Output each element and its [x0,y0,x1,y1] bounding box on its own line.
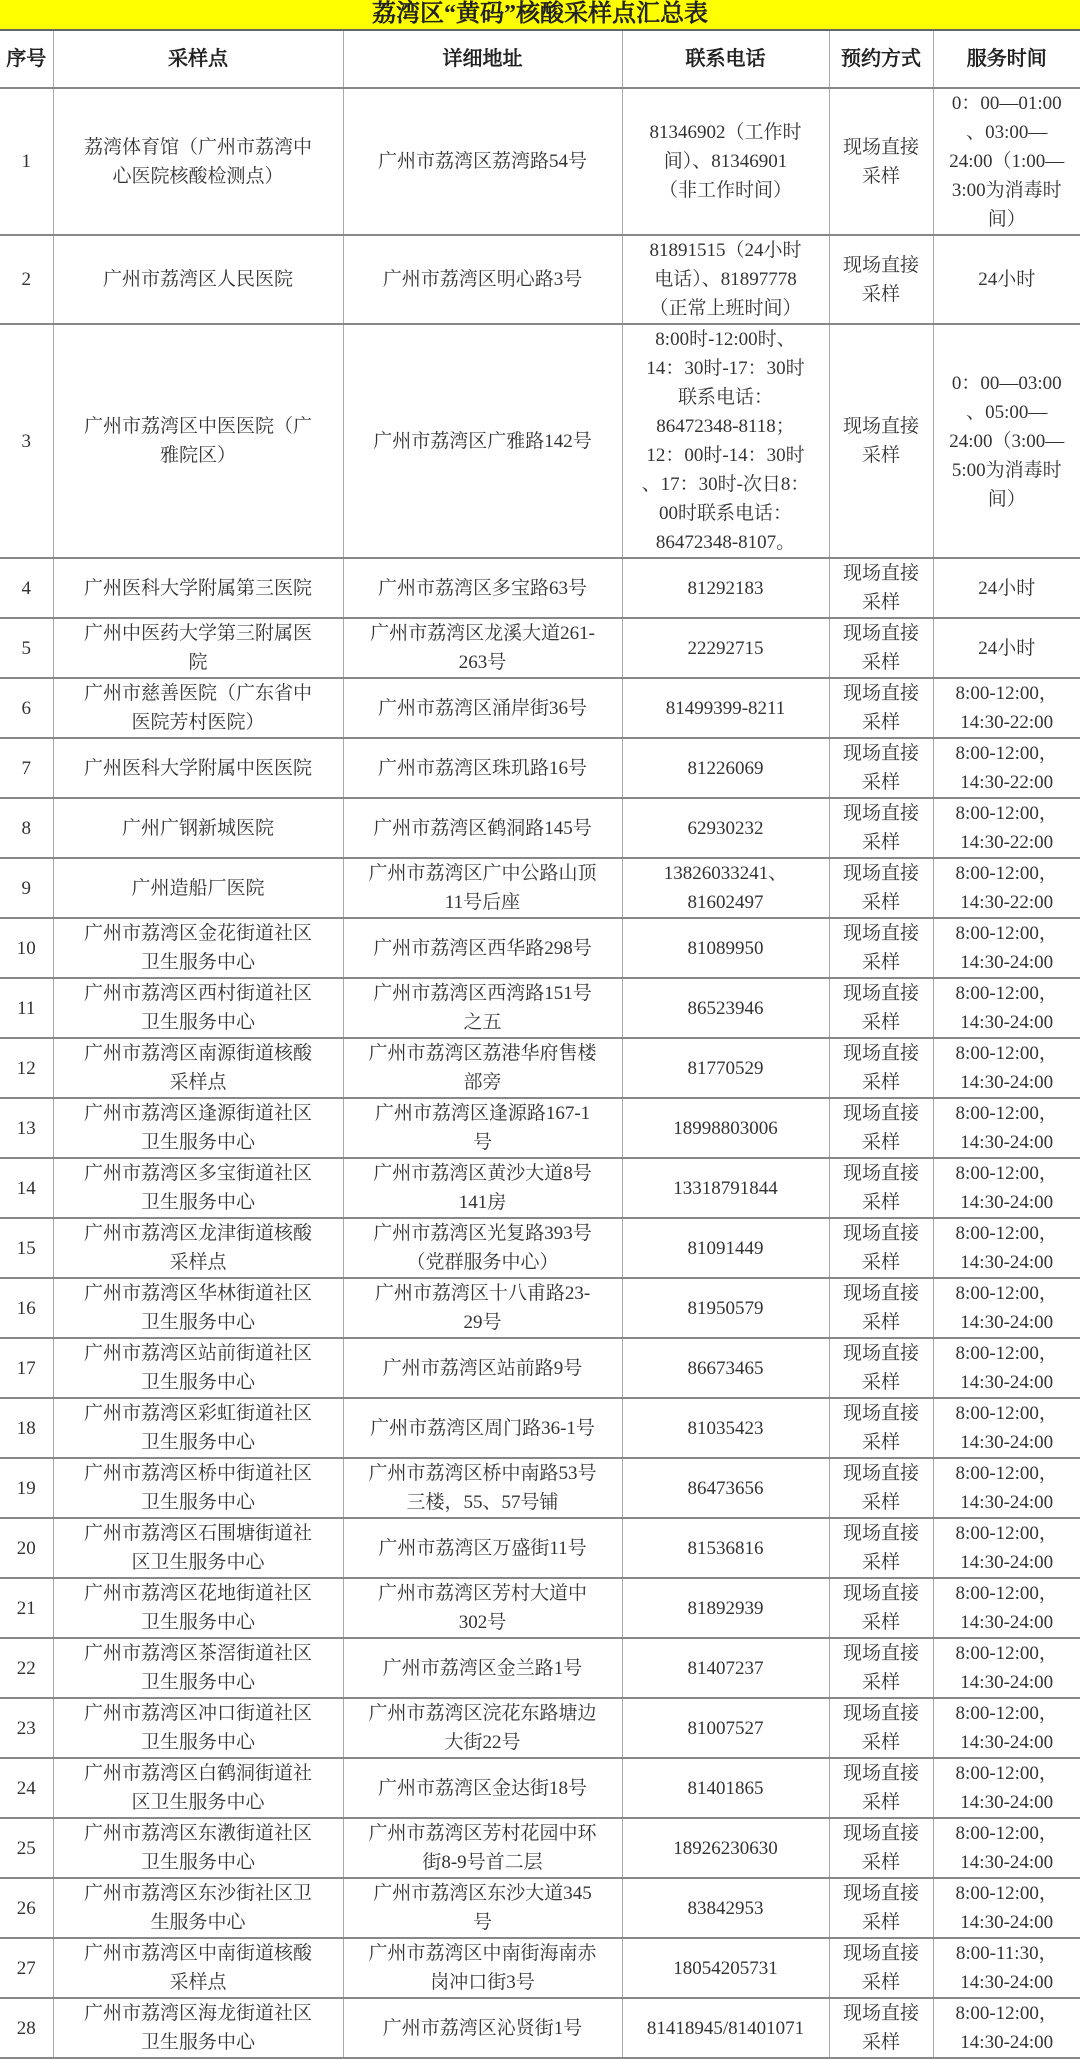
cell-address: 广州市荔湾区金兰路1号 [343,1638,622,1698]
cell-method: 现场直接 采样 [829,1218,933,1278]
cell-hours: 0：00—03:00 、05:00— 24:00（3:00— 5:00为消毒时 间） [933,324,1080,558]
cell-site: 广州市荔湾区南源街道核酸 采样点 [53,1038,343,1098]
cell-site: 广州市荔湾区彩虹街道社区 卫生服务中心 [53,1398,343,1458]
table-row [0,738,1080,798]
cell-hours: 8:00-12:00， 14:30-24:00 [933,1518,1080,1578]
cell-site: 广州市荔湾区多宝街道社区 卫生服务中心 [53,1158,343,1218]
cell-address: 广州市荔湾区东沙大道345 号 [343,1878,622,1938]
cell-method: 现场直接 采样 [829,978,933,1038]
cell-no: 18 [0,1398,53,1458]
cell-phone: 81089950 [622,918,829,978]
table-row [0,1098,1080,1158]
cell-no: 1 [0,88,53,235]
cell-site: 广州市荔湾区人民医院 [53,235,343,324]
cell-no: 27 [0,1938,53,1998]
cell-hours: 8:00-12:00， 14:30-22:00 [933,798,1080,858]
cell-address: 广州市荔湾区浣花东路塘边 大街22号 [343,1698,622,1758]
cell-no: 23 [0,1698,53,1758]
cell-hours: 8:00-12:00， 14:30-24:00 [933,1818,1080,1878]
table-row [0,858,1080,918]
table-row [0,978,1080,1038]
cell-no: 9 [0,858,53,918]
cell-phone: 18054205731 [622,1938,829,1998]
cell-hours: 8:00-11:30， 14:30-24:00 [933,1938,1080,1998]
cell-phone: 81536816 [622,1518,829,1578]
cell-phone: 81770529 [622,1038,829,1098]
table-row [0,1938,1080,1998]
cell-site: 广州造船厂医院 [53,858,343,918]
table-row [0,1998,1080,2058]
cell-address: 广州市荔湾区芳村花园中环 街8-9号首二层 [343,1818,622,1878]
cell-hours: 8:00-12:00， 14:30-24:00 [933,1758,1080,1818]
cell-address: 广州市荔湾区中南街海南赤 岗冲口街3号 [343,1938,622,1998]
cell-method: 现场直接 采样 [829,1338,933,1398]
cell-phone: 13318791844 [622,1158,829,1218]
cell-site: 广州市荔湾区金花街道社区 卫生服务中心 [53,918,343,978]
col-header-site: 采样点 [53,31,343,88]
cell-method: 现场直接 采样 [829,1518,933,1578]
col-header-address: 详细地址 [343,31,622,88]
cell-address: 广州市荔湾区站前路9号 [343,1338,622,1398]
cell-no: 7 [0,738,53,798]
table-row [0,1398,1080,1458]
table-row [0,678,1080,738]
cell-phone: 86523946 [622,978,829,1038]
cell-site: 广州市荔湾区龙津街道核酸 采样点 [53,1218,343,1278]
cell-phone: 81035423 [622,1398,829,1458]
table-row [0,1038,1080,1098]
table-row [0,1578,1080,1638]
table-title: 荔湾区“黄码”核酸采样点汇总表 [0,0,1080,31]
cell-site: 广州市荔湾区石围塘街道社 区卫生服务中心 [53,1518,343,1578]
cell-method: 现场直接 采样 [829,918,933,978]
table-row [0,1878,1080,1938]
cell-address: 广州市荔湾区金达街18号 [343,1758,622,1818]
cell-address: 广州市荔湾区鹤洞路145号 [343,798,622,858]
cell-no: 19 [0,1458,53,1518]
cell-no: 4 [0,558,53,618]
cell-no: 6 [0,678,53,738]
cell-phone: 81407237 [622,1638,829,1698]
cell-method: 现场直接 采样 [829,558,933,618]
cell-site: 广州医科大学附属中医医院 [53,738,343,798]
cell-no: 22 [0,1638,53,1698]
cell-phone: 22292715 [622,618,829,678]
cell-address: 广州市荔湾区芳村大道中 302号 [343,1578,622,1638]
cell-no: 3 [0,324,53,558]
cell-site: 广州市荔湾区西村街道社区 卫生服务中心 [53,978,343,1038]
cell-method: 现场直接 采样 [829,1098,933,1158]
cell-method: 现场直接 采样 [829,1758,933,1818]
cell-site: 广州市荔湾区华林街道社区 卫生服务中心 [53,1278,343,1338]
cell-hours: 24小时 [933,558,1080,618]
cell-site: 广州市荔湾区冲口街道社区 卫生服务中心 [53,1698,343,1758]
cell-hours: 8:00-12:00， 14:30-24:00 [933,1158,1080,1218]
table-row [0,1818,1080,1878]
cell-no: 26 [0,1878,53,1938]
cell-phone: 62930232 [622,798,829,858]
cell-hours: 8:00-12:00， 14:30-22:00 [933,738,1080,798]
cell-no: 28 [0,1998,53,2058]
table-row [0,1338,1080,1398]
col-header-no: 序号 [0,31,53,88]
cell-site: 广州市荔湾区花地街道社区 卫生服务中心 [53,1578,343,1638]
cell-address: 广州市荔湾区光复路393号 （党群服务中心） [343,1218,622,1278]
cell-no: 12 [0,1038,53,1098]
cell-hours: 24小时 [933,618,1080,678]
cell-phone: 86673465 [622,1338,829,1398]
cell-no: 21 [0,1578,53,1638]
cell-method: 现场直接 采样 [829,1938,933,1998]
cell-hours: 8:00-12:00， 14:30-24:00 [933,918,1080,978]
table-row [0,918,1080,978]
cell-hours: 8:00-12:00， 14:30-24:00 [933,1218,1080,1278]
cell-no: 20 [0,1518,53,1578]
cell-hours: 8:00-12:00， 14:30-22:00 [933,678,1080,738]
col-header-hours: 服务时间 [933,31,1080,88]
cell-phone: 81892939 [622,1578,829,1638]
cell-hours: 0：00—01:00 、03:00— 24:00（1:00— 3:00为消毒时 间） [933,88,1080,235]
cell-method: 现场直接 采样 [829,618,933,678]
cell-method: 现场直接 采样 [829,858,933,918]
cell-method: 现场直接 采样 [829,1578,933,1638]
cell-address: 广州市荔湾区沁贤街1号 [343,1998,622,2058]
cell-site: 广州市荔湾区中南街道核酸 采样点 [53,1938,343,1998]
cell-address: 广州市荔湾区荔港华府售楼 部旁 [343,1038,622,1098]
cell-hours: 8:00-12:00， 14:30-22:00 [933,858,1080,918]
cell-hours: 8:00-12:00， 14:30-24:00 [933,1878,1080,1938]
cell-no: 17 [0,1338,53,1398]
cell-site: 广州市荔湾区东沙街社区卫 生服务中心 [53,1878,343,1938]
table-row [0,88,1080,235]
cell-address: 广州市荔湾区广中公路山顶 11号后座 [343,858,622,918]
cell-hours: 24小时 [933,235,1080,324]
cell-site: 广州市荔湾区东漖街道社区 卫生服务中心 [53,1818,343,1878]
cell-method: 现场直接 采样 [829,1638,933,1698]
sampling-sites-table [0,31,1080,2059]
cell-phone: 81091449 [622,1218,829,1278]
cell-hours: 8:00-12:00， 14:30-24:00 [933,1278,1080,1338]
cell-address: 广州市荔湾区西湾路151号 之五 [343,978,622,1038]
cell-no: 15 [0,1218,53,1278]
cell-method: 现场直接 采样 [829,1818,933,1878]
cell-hours: 8:00-12:00， 14:30-24:00 [933,1398,1080,1458]
table-row [0,1698,1080,1758]
cell-phone: 81346902（工作时 间）、81346901 （非工作时间） [622,88,829,235]
cell-no: 24 [0,1758,53,1818]
cell-site: 广州广钢新城医院 [53,798,343,858]
cell-address: 广州市荔湾区万盛街11号 [343,1518,622,1578]
cell-site: 广州中医药大学第三附属医 院 [53,618,343,678]
cell-site: 荔湾体育馆（广州市荔湾中 心医院核酸检测点） [53,88,343,235]
cell-phone: 81418945/81401071 [622,1998,829,2058]
cell-no: 5 [0,618,53,678]
cell-method: 现场直接 采样 [829,235,933,324]
header-row [0,31,1080,88]
cell-address: 广州市荔湾区广雅路142号 [343,324,622,558]
cell-no: 14 [0,1158,53,1218]
table-row [0,798,1080,858]
cell-method: 现场直接 采样 [829,324,933,558]
cell-hours: 8:00-12:00， 14:30-24:00 [933,1098,1080,1158]
table-row [0,1458,1080,1518]
cell-site: 广州市荔湾区海龙街道社区 卫生服务中心 [53,1998,343,2058]
table-row [0,235,1080,324]
table-row [0,1638,1080,1698]
cell-site: 广州医科大学附属第三医院 [53,558,343,618]
cell-method: 现场直接 采样 [829,1278,933,1338]
cell-hours: 8:00-12:00， 14:30-24:00 [933,1998,1080,2058]
table-row [0,1218,1080,1278]
cell-site: 广州市荔湾区逢源街道社区 卫生服务中心 [53,1098,343,1158]
cell-phone: 81891515（24小时 电话）、81897778 （正常上班时间） [622,235,829,324]
cell-phone: 81007527 [622,1698,829,1758]
cell-address: 广州市荔湾区龙溪大道261- 263号 [343,618,622,678]
cell-site: 广州市慈善医院（广东省中 医院芳村医院） [53,678,343,738]
cell-phone: 8:00时-12:00时、 14：30时-17：30时 联系电话： 86472348-8118； 12：00时-14：30时 、17：30时-次日8： 00时联系电话： 86472348-8107。 [622,324,829,558]
cell-address: 广州市荔湾区珠玑路16号 [343,738,622,798]
table-row [0,618,1080,678]
cell-address: 广州市荔湾区周门路36-1号 [343,1398,622,1458]
cell-hours: 8:00-12:00， 14:30-24:00 [933,1038,1080,1098]
cell-address: 广州市荔湾区涌岸街36号 [343,678,622,738]
cell-method: 现场直接 采样 [829,738,933,798]
cell-no: 13 [0,1098,53,1158]
cell-hours: 8:00-12:00， 14:30-24:00 [933,1698,1080,1758]
cell-phone: 13826033241、 81602497 [622,858,829,918]
cell-phone: 81292183 [622,558,829,618]
cell-method: 现场直接 采样 [829,798,933,858]
cell-no: 8 [0,798,53,858]
cell-method: 现场直接 采样 [829,1698,933,1758]
table-row [0,1518,1080,1578]
cell-no: 2 [0,235,53,324]
cell-address: 广州市荔湾区多宝路63号 [343,558,622,618]
col-header-method: 预约方式 [829,31,933,88]
cell-no: 25 [0,1818,53,1878]
cell-hours: 8:00-12:00， 14:30-24:00 [933,1338,1080,1398]
cell-site: 广州市荔湾区茶滘街道社区 卫生服务中心 [53,1638,343,1698]
cell-phone: 86473656 [622,1458,829,1518]
cell-address: 广州市荔湾区荔湾路54号 [343,88,622,235]
cell-hours: 8:00-12:00， 14:30-24:00 [933,1578,1080,1638]
cell-site: 广州市荔湾区桥中街道社区 卫生服务中心 [53,1458,343,1518]
table-row [0,1158,1080,1218]
cell-phone: 81499399-8211 [622,678,829,738]
cell-address: 广州市荔湾区明心路3号 [343,235,622,324]
cell-address: 广州市荔湾区黄沙大道8号 141房 [343,1158,622,1218]
cell-address: 广州市荔湾区逢源路167-1 号 [343,1098,622,1158]
cell-phone: 18998803006 [622,1098,829,1158]
cell-no: 16 [0,1278,53,1338]
cell-method: 现场直接 采样 [829,1458,933,1518]
cell-method: 现场直接 采样 [829,1038,933,1098]
cell-hours: 8:00-12:00， 14:30-24:00 [933,978,1080,1038]
cell-hours: 8:00-12:00， 14:30-24:00 [933,1458,1080,1518]
table-row [0,1758,1080,1818]
cell-method: 现场直接 采样 [829,1998,933,2058]
cell-site: 广州市荔湾区站前街道社区 卫生服务中心 [53,1338,343,1398]
cell-site: 广州市荔湾区白鹤洞街道社 区卫生服务中心 [53,1758,343,1818]
table-row [0,324,1080,558]
cell-phone: 81950579 [622,1278,829,1338]
cell-method: 现场直接 采样 [829,88,933,235]
cell-address: 广州市荔湾区桥中南路53号 三楼，55、57号铺 [343,1458,622,1518]
cell-method: 现场直接 采样 [829,1158,933,1218]
cell-address: 广州市荔湾区西华路298号 [343,918,622,978]
cell-site: 广州市荔湾区中医医院（广 雅院区） [53,324,343,558]
cell-method: 现场直接 采样 [829,1398,933,1458]
cell-hours: 8:00-12:00， 14:30-24:00 [933,1638,1080,1698]
table-row [0,1278,1080,1338]
cell-phone: 81226069 [622,738,829,798]
cell-method: 现场直接 采样 [829,1878,933,1938]
cell-address: 广州市荔湾区十八甫路23- 29号 [343,1278,622,1338]
cell-phone: 81401865 [622,1758,829,1818]
cell-phone: 18926230630 [622,1818,829,1878]
cell-method: 现场直接 采样 [829,678,933,738]
col-header-phone: 联系电话 [622,31,829,88]
cell-no: 10 [0,918,53,978]
cell-no: 11 [0,978,53,1038]
cell-phone: 83842953 [622,1878,829,1938]
table-row [0,558,1080,618]
